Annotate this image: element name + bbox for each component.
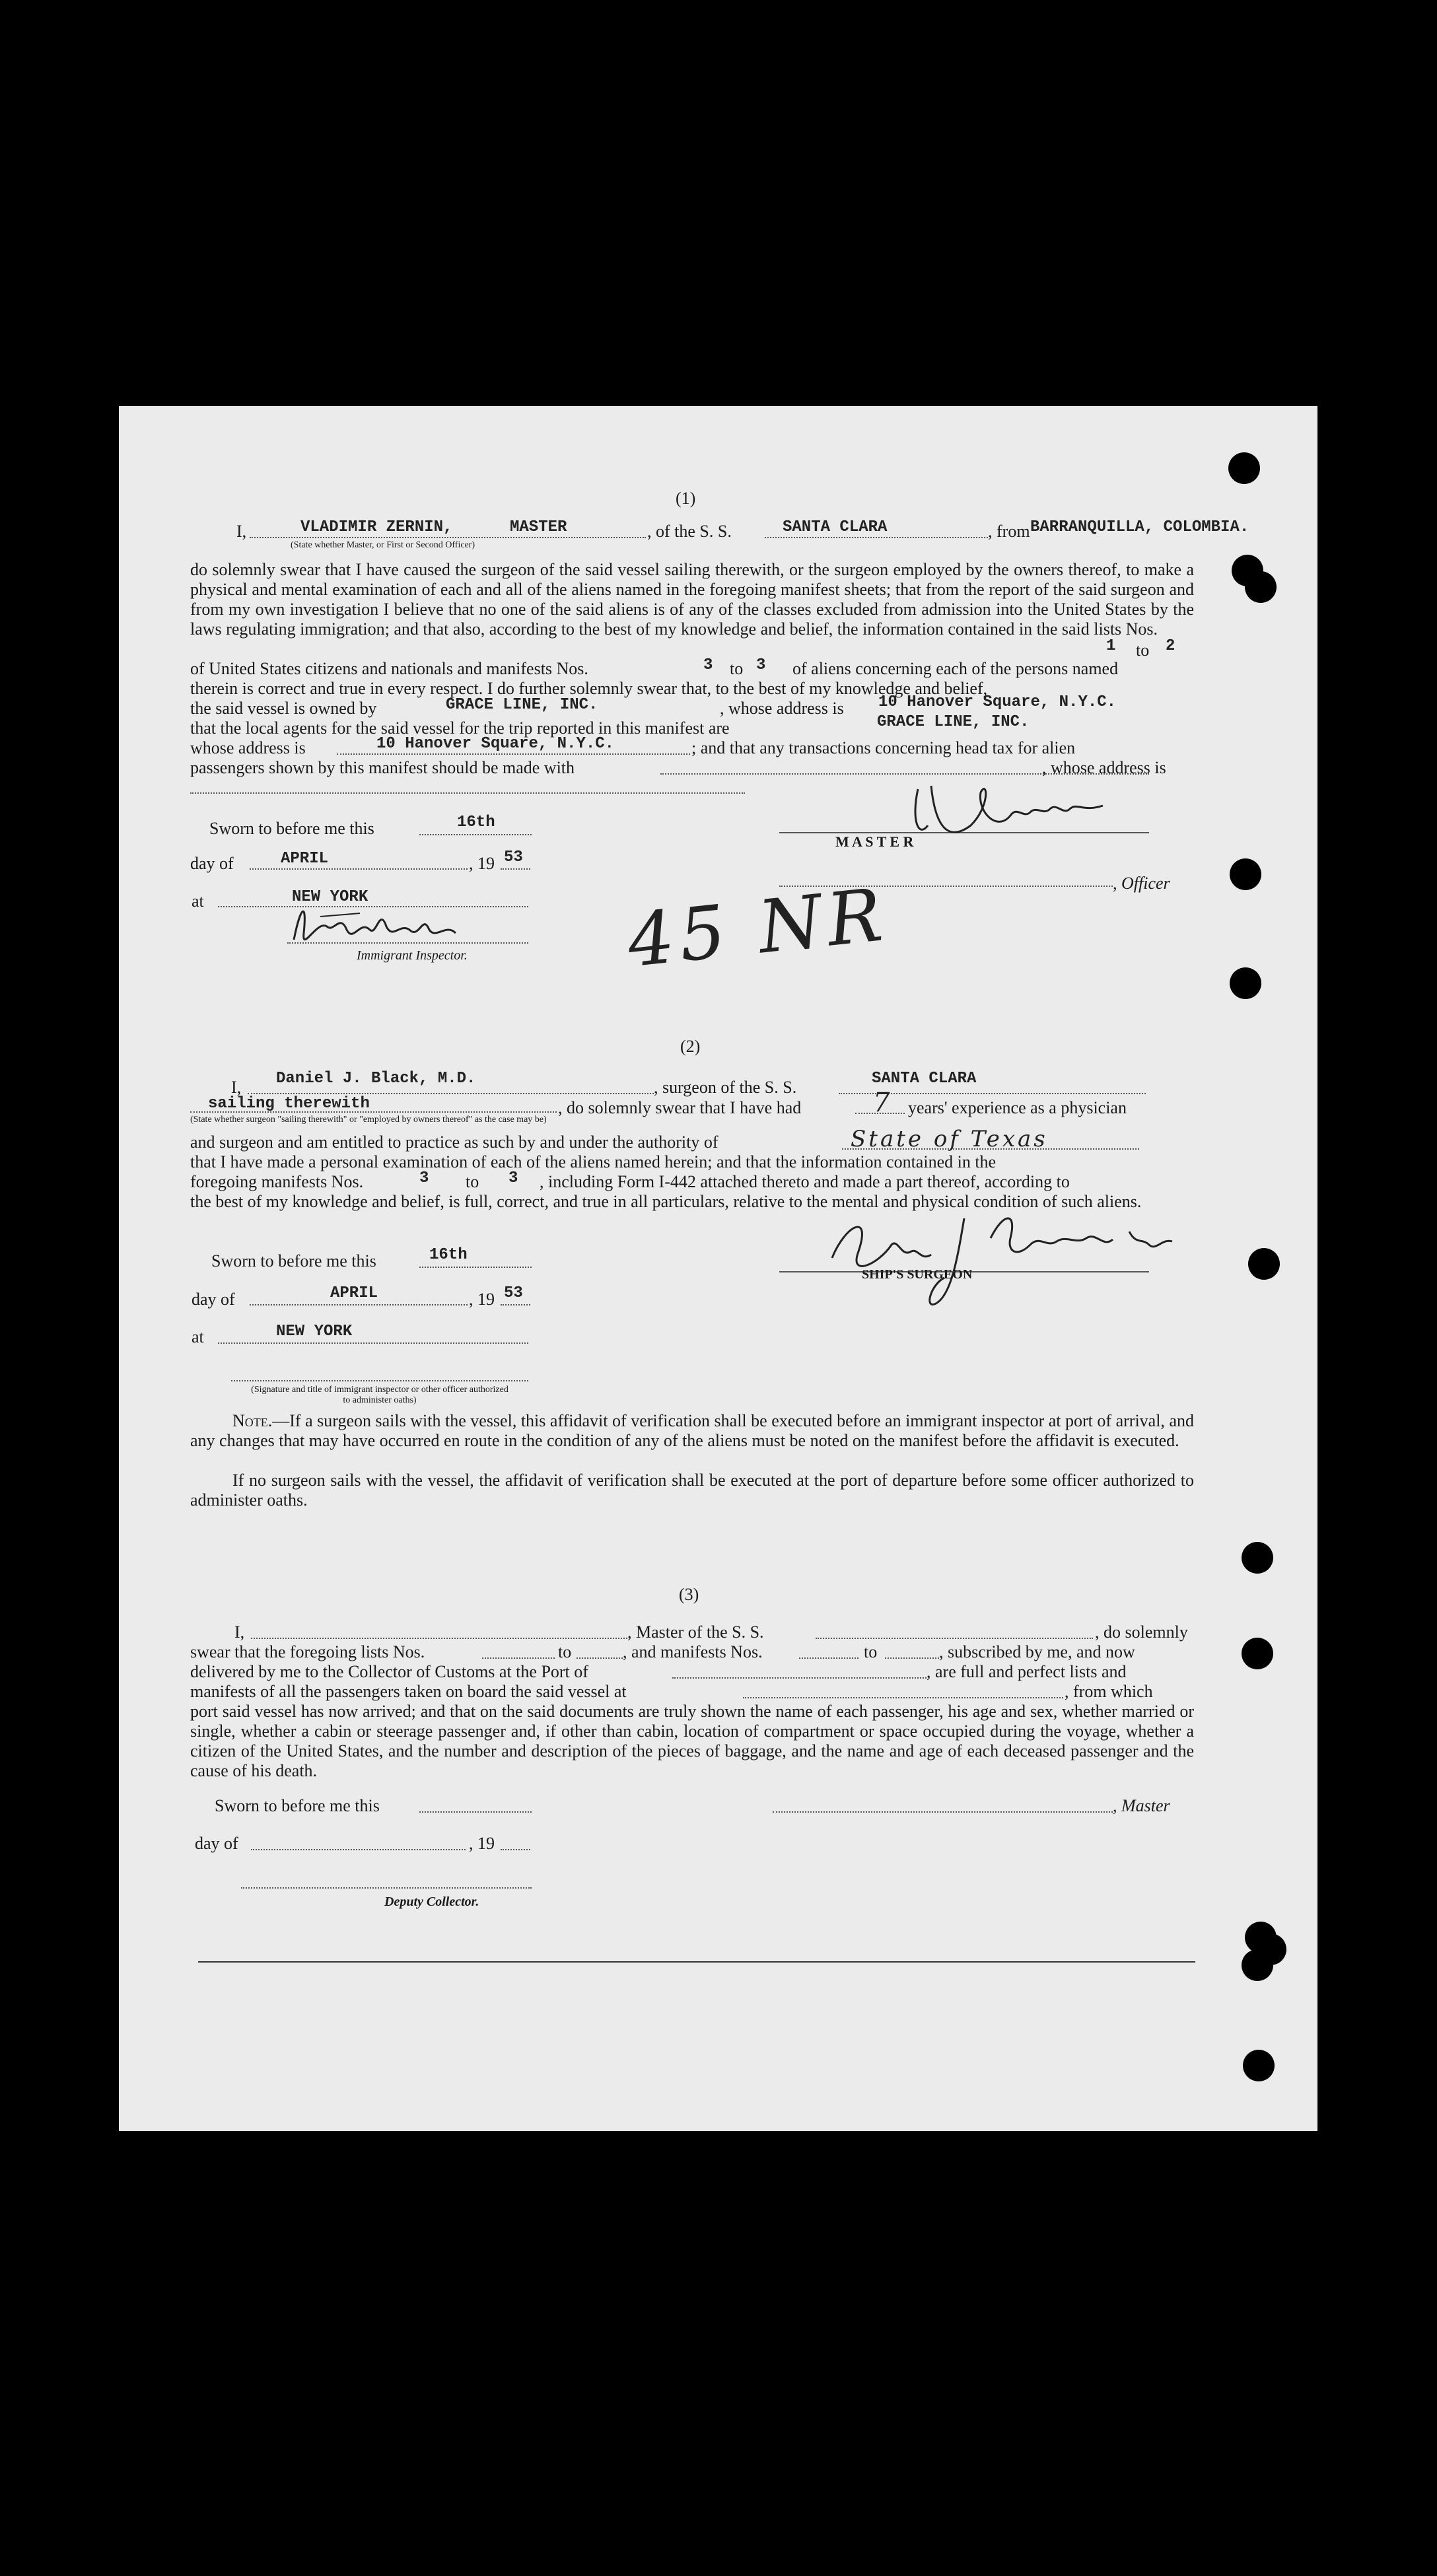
- agent-address-label: whose address is: [190, 738, 306, 757]
- section-1-number: (1): [676, 489, 696, 508]
- master-of-label: , Master of the S. S.: [627, 1622, 764, 1642]
- place-1: NEW YORK: [292, 888, 368, 906]
- surgeon-vessel: SANTA CLARA: [872, 1070, 977, 1088]
- solemnly-swear-text: , do solemnly swear that I have had: [558, 1098, 802, 1117]
- ships-surgeon-label: SHIP'S SURGEON: [862, 1267, 973, 1282]
- agent-address: 10 Hanover Square, N.Y.C.: [376, 735, 615, 753]
- sworn-day-2: 16th: [429, 1246, 468, 1264]
- punch-hole: [1228, 452, 1260, 484]
- state-handwritten: State of Texas: [851, 1126, 1048, 1152]
- master-title: MASTER: [510, 518, 567, 536]
- punch-hole: [1230, 967, 1261, 999]
- sailing-caption: (State whether surgeon "sailing therewith" or "employed by owners thereof" as the case may be): [190, 1115, 547, 1125]
- lists-nos-text: swear that the foregoing lists Nos.: [190, 1642, 425, 1661]
- manifests-to-line-3: [885, 1657, 939, 1659]
- lists-from: 1: [1106, 637, 1116, 655]
- section-3-number: (3): [679, 1585, 699, 1604]
- whose-address-end: , whose address is: [1042, 758, 1166, 777]
- year-line-3: [501, 1849, 530, 1850]
- whose-address-label: , whose address is: [720, 699, 844, 718]
- including-text: , including Form I-442 attached thereto and made a part thereof, according to: [540, 1172, 1070, 1191]
- punch-hole: [1242, 1638, 1273, 1669]
- month-line-2: [250, 1304, 468, 1305]
- master-name-line: [250, 537, 646, 538]
- place-line-2: [218, 1342, 528, 1344]
- year-line-1: [501, 868, 530, 870]
- of-aliens-text: of aliens concerning each of the persons named: [792, 659, 1119, 678]
- surgeon-name: Daniel J. Black, M.D.: [276, 1070, 476, 1088]
- citizens-text: of United States citizens and nationals and manifests Nos.: [190, 659, 588, 678]
- head-tax-text: ; and that any transactions concerning head tax for alien: [691, 738, 1076, 757]
- year-prefix-3: , 19: [469, 1834, 495, 1853]
- lists-from-line-3: [482, 1657, 555, 1659]
- full-perfect-text: , are full and perfect lists and: [927, 1662, 1127, 1681]
- manifests-all-text: manifests of all the passengers taken on board the said vessel at: [190, 1682, 627, 1701]
- manifests-from-line-3: [799, 1657, 859, 1659]
- master3-vessel-line: [816, 1638, 1093, 1639]
- foregoing-label: foregoing manifests Nos.: [190, 1172, 364, 1191]
- vessel-name: SANTA CLARA: [783, 518, 888, 536]
- section-1-i: I,: [236, 522, 247, 541]
- from-which-text: , from which: [1065, 1682, 1153, 1701]
- section-2-i: I,: [231, 1078, 242, 1097]
- note2-paragraph: If no surgeon sails with the vessel, the affidavit of verification shall be executed at the port of departure before some officer authorized to administer oaths.: [190, 1471, 1194, 1510]
- section-2-number: (2): [680, 1037, 701, 1056]
- manifests-from-2: 3: [419, 1169, 429, 1187]
- officer-label: , Officer: [1113, 874, 1170, 893]
- at-label-2: at: [192, 1327, 204, 1346]
- day-of-label-1: day of: [190, 854, 234, 873]
- manifests-to: 3: [756, 656, 766, 674]
- handwritten-note: 45 NR: [623, 872, 892, 984]
- therein-text: therein is correct and true in every respect. I do further solemnly swear that, to the best of my knowledge and belief,: [190, 679, 988, 698]
- owner-name: GRACE LINE, INC.: [446, 696, 598, 714]
- port-line: [672, 1677, 927, 1679]
- sig-caption-line: [231, 1380, 528, 1381]
- master-name-caption: (State whether Master, or First or Second Officer): [291, 540, 475, 550]
- address-blank-line: [190, 792, 745, 794]
- from-label: , from: [988, 522, 1030, 541]
- sworn-label-3: Sworn to before me this: [215, 1796, 380, 1815]
- deputy-line: [241, 1887, 532, 1889]
- of-ss-label: , of the S. S.: [647, 522, 732, 541]
- at-label-1: at: [192, 891, 204, 911]
- owner-address: 10 Hanover Square, N.Y.C.: [878, 693, 1117, 711]
- sworn-label-1: Sworn to before me this: [209, 819, 374, 838]
- surgeon-signature: [819, 1199, 1189, 1317]
- section-3-body: port said vessel has now arrived; and that on the said documents are truly shown the name of each passenger, his age and sex, whether married or single, whether a cabin or steerage passenger and, if other than cabin, location of compartment or space occupied during the voyage, whether a citizen of the United States, and the number and description of the pieces of baggage, and the name and age of each deceased passenger and the cause of his death.: [190, 1702, 1194, 1780]
- lists-to-line-3: [577, 1657, 623, 1659]
- lists-to: 2: [1166, 637, 1175, 655]
- manifests-from: 3: [703, 656, 713, 674]
- note-paragraph: [190, 1411, 1194, 1451]
- year-prefix-2: , 19: [469, 1290, 495, 1309]
- authority-text: and surgeon and am entitled to practice as such by and under the authority of: [190, 1132, 718, 1152]
- master3-signature-line: [773, 1811, 1113, 1813]
- section-1-body: do solemnly swear that I have caused the surgeon of the said vessel sailing therewith, or the surgeon employed by the owners thereof, to make a physical and mental examination of each and all of the aliens named in the foregoing manifest sheets; that from the report of the said surgeon and from my own investigation I believe that no one of the said aliens is of any of the classes excluded from admission into the United States by the laws regulating immigration; and that also, according to the best of my knowledge and belief, the information contained in the said lists Nos.: [190, 560, 1194, 639]
- bottom-rule: [198, 1961, 1195, 1963]
- year-prefix-1: , 19: [469, 854, 495, 873]
- manifests-nos-text: , and manifests Nos.: [623, 1642, 763, 1661]
- note-text: —If a surgeon sails with the vessel, this affidavit of verification shall be executed before an immigrant inspector at port of arrival, and any changes that may have occurred en route in the condition of any of the aliens must be noted on the manifest before the affidavit is executed.: [190, 1411, 1194, 1450]
- solemnly-label: , do solemnly: [1095, 1622, 1188, 1642]
- sworn-label-2: Sworn to before me this: [211, 1251, 376, 1271]
- master3-name-line: [251, 1638, 627, 1639]
- manifests-to-word: to: [730, 659, 744, 678]
- year-line-2: [501, 1304, 530, 1305]
- manifests-to-2: 3: [508, 1169, 518, 1187]
- owned-by-label: the said vessel is owned by: [190, 699, 377, 718]
- vessel-line: [765, 537, 988, 538]
- surgeon-name-line: [248, 1093, 654, 1094]
- lists-to-word: to: [1136, 641, 1150, 660]
- punch-hole: [1243, 2050, 1275, 2081]
- master-label: M A S T E R: [835, 833, 914, 850]
- day-of-label-3: day of: [195, 1834, 238, 1853]
- month-line-1: [250, 868, 468, 870]
- section-2-body: that I have made a personal examination of each of the aliens named herein; and that the information contained in the: [190, 1152, 997, 1171]
- agent-name: GRACE LINE, INC.: [877, 713, 1030, 731]
- month-line-3: [251, 1849, 466, 1850]
- experience-text: years' experience as a physician: [908, 1098, 1127, 1117]
- sworn-day-1: 16th: [457, 814, 495, 831]
- day-of-label-2: day of: [192, 1290, 235, 1309]
- taken-at-line: [743, 1697, 1063, 1698]
- month-1: APRIL: [281, 850, 329, 868]
- section-2-rest: the best of my knowledge and belief, is full, correct, and true in all particulars, relative to the mental and physical condition of such aliens.: [190, 1192, 1142, 1211]
- delivered-text: delivered by me to the Collector of Customs at the Port of: [190, 1662, 588, 1681]
- master-name: VLADIMIR ZERNIN,: [300, 518, 453, 536]
- to-word-3b: to: [864, 1642, 878, 1661]
- punch-hole: [1245, 571, 1277, 603]
- agent-address-line: [337, 753, 690, 755]
- place-2: NEW YORK: [276, 1323, 353, 1340]
- subscribed-text: , subscribed by me, and now: [939, 1642, 1135, 1661]
- year-2: 53: [504, 1284, 523, 1302]
- sailing-therewith: sailing therewith: [208, 1095, 370, 1113]
- sworn-day-line-1: [419, 834, 532, 835]
- sworn-day-line-2: [419, 1267, 532, 1268]
- surgeon-of-label: , surgeon of the S. S.: [654, 1078, 797, 1097]
- punch-hole: [1242, 1949, 1273, 1981]
- month-2: APRIL: [330, 1284, 378, 1302]
- punch-hole: [1248, 1248, 1280, 1280]
- deputy-label: Deputy Collector.: [384, 1895, 479, 1909]
- departure-port: BARRANQUILLA, COLOMBIA.: [1030, 518, 1249, 536]
- master3-label: , Master: [1113, 1796, 1170, 1815]
- note-label: Note.: [232, 1411, 273, 1430]
- inspector-label: Immigrant Inspector.: [357, 948, 468, 963]
- sworn-day-line-3: [419, 1811, 532, 1813]
- local-agents-label: that the local agents for the said vessel for the trip reported in this manifest are: [190, 718, 730, 738]
- section-3-i: I,: [234, 1622, 245, 1642]
- to-word-3a: to: [558, 1642, 572, 1661]
- to-word-2: to: [466, 1172, 479, 1191]
- citizens-text-row: [190, 659, 588, 679]
- inspector-signature: [281, 893, 479, 959]
- sig-caption: (Signature and title of immigrant inspector or other officer authorized to administer oaths): [251, 1385, 508, 1405]
- punch-hole: [1242, 1542, 1273, 1574]
- punch-hole: [1230, 858, 1261, 890]
- years-experience: 7: [873, 1088, 890, 1118]
- year-1: 53: [504, 849, 523, 866]
- passengers-text: passengers shown by this manifest should be made with: [190, 758, 575, 777]
- manifest-page: [119, 406, 1317, 2131]
